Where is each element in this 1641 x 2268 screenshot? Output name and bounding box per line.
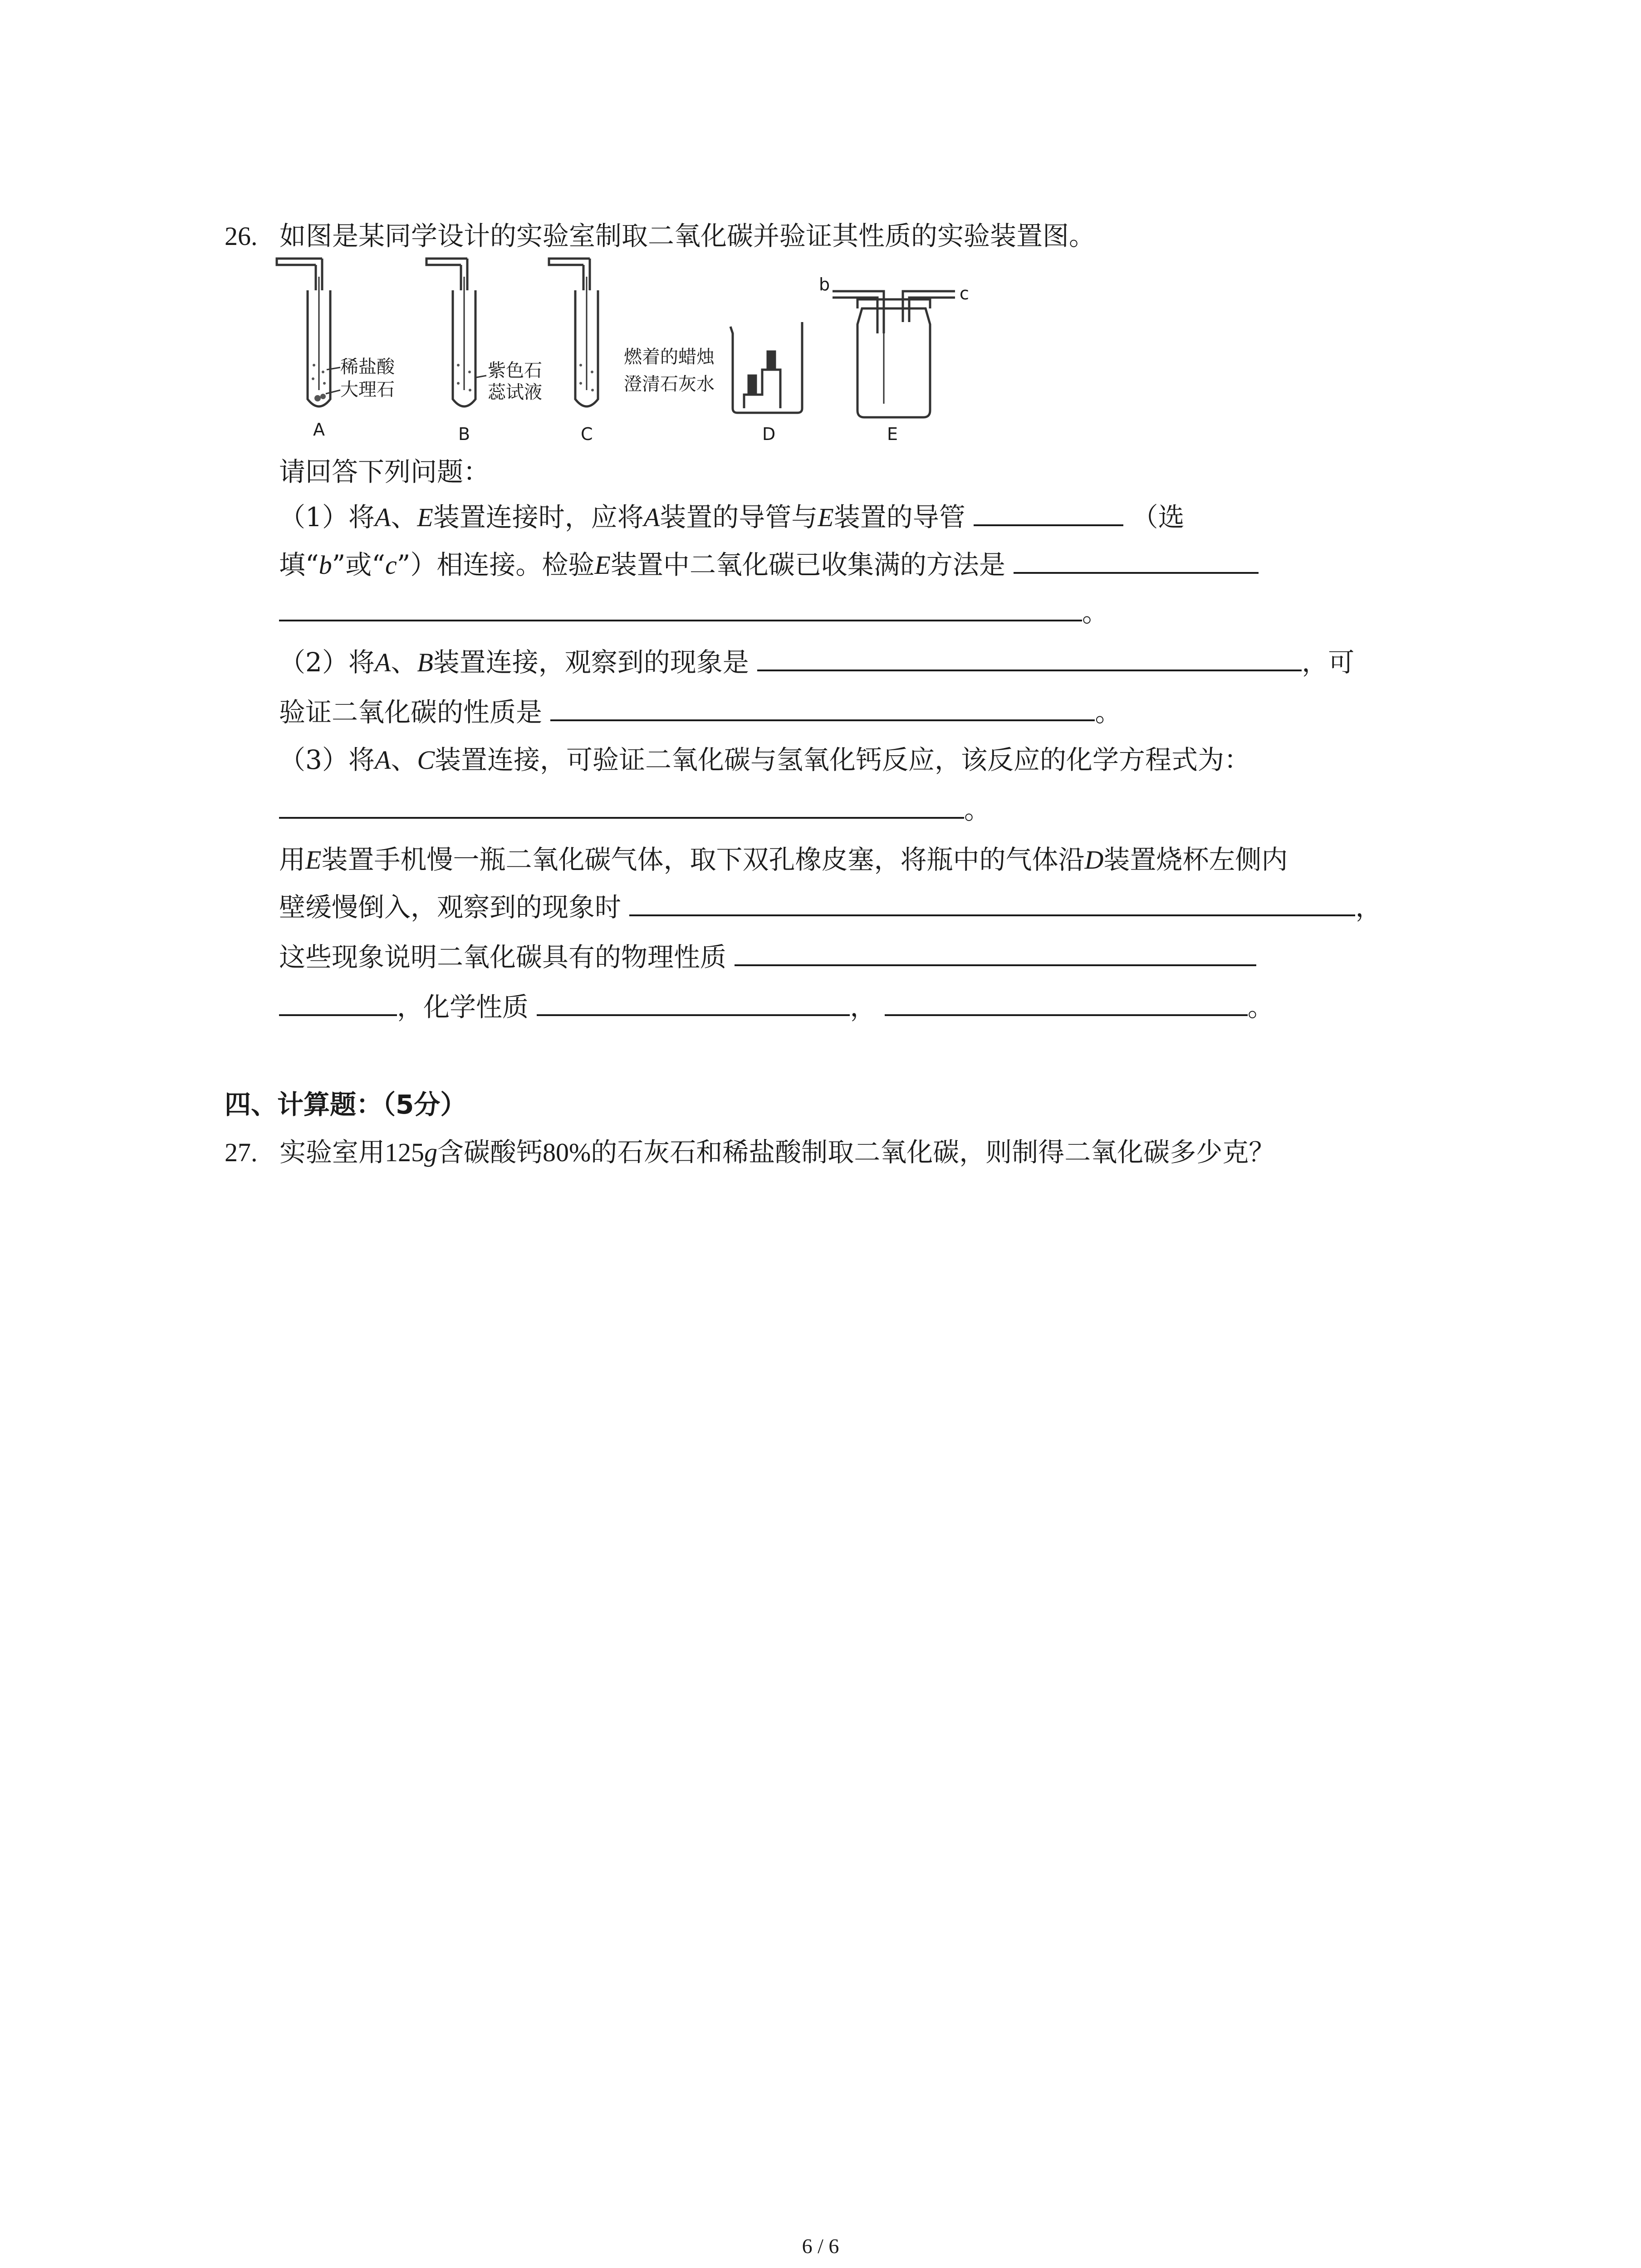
label-b: b: [819, 274, 830, 294]
text: D: [1084, 845, 1104, 875]
label-candle: 燃着的蜡烛: [624, 347, 715, 367]
text: C: [417, 745, 435, 775]
q27-number: 27.: [225, 1138, 258, 1167]
text: 装置烧杯左侧内: [1103, 844, 1288, 875]
label-C: C: [581, 424, 593, 444]
answer-blank-1[interactable]: [974, 499, 1123, 526]
label-marble: 大理石: [340, 379, 395, 400]
text: E: [818, 503, 834, 532]
label-litmus-1: 紫色石: [488, 360, 542, 381]
text: ，化学性质: [397, 992, 529, 1022]
text: 装置连接时，应将: [433, 502, 644, 533]
q27-mass: 125: [384, 1138, 424, 1167]
q26-part4-line1: [279, 841, 1288, 878]
text: 验证二氧化碳的性质是: [279, 697, 543, 728]
answer-blank-3[interactable]: [279, 594, 1082, 621]
beaker-d: [730, 322, 802, 413]
label-D: D: [762, 424, 776, 444]
q26-part1-line1: [279, 499, 1185, 536]
text: 装置的导管与: [660, 502, 818, 533]
page-number: 6 / 6: [802, 2234, 839, 2258]
text: A: [374, 503, 391, 532]
q26-stem-line: [225, 218, 1095, 254]
q27-percent: 80%: [542, 1138, 591, 1167]
q26-stem: 如图是某同学设计的实验室制取二氧化碳并验证其性质的实验装置图。: [279, 220, 1095, 251]
text: E: [594, 550, 611, 580]
q26-part2-line2: [279, 694, 1121, 730]
tube-c: [549, 259, 598, 406]
text: 壁缓慢倒入，观察到的现象时: [279, 892, 622, 923]
text: 的石灰石和稀盐酸制取二氧化碳，则制得二氧化碳多少克？: [591, 1137, 1275, 1168]
text: ，: [1355, 892, 1382, 923]
text: 实验室用: [279, 1137, 385, 1168]
label-limewater: 澄清石灰水: [624, 374, 715, 395]
q26-prompt-text: 请回答下列问题：: [279, 456, 490, 487]
section-4-title: [225, 1086, 466, 1123]
answer-blank-8[interactable]: [735, 939, 1256, 966]
apparatus-figure: [272, 254, 980, 454]
text: 。: [1247, 992, 1274, 1022]
text: 。: [964, 794, 991, 825]
text: c: [385, 550, 397, 580]
answer-blank-10[interactable]: [537, 989, 850, 1016]
text: 装置连接，观察到的现象是: [433, 647, 749, 678]
tube-b: [426, 259, 475, 406]
text: 用: [279, 844, 306, 875]
text: （3）将: [279, 744, 375, 775]
answer-blank-6[interactable]: [279, 792, 964, 819]
q26-part4-line4: [279, 989, 1274, 1025]
label-c: c: [960, 284, 969, 303]
text: 、: [391, 744, 417, 775]
text: 装置连接，可验证二氧化碳与氢氧化钙反应，该反应的化学方程式为：: [435, 744, 1251, 775]
q26-prompt: [279, 454, 490, 490]
text: b: [318, 550, 332, 580]
text: 。: [1095, 697, 1122, 728]
text: （选: [1132, 502, 1185, 533]
answer-blank-7[interactable]: [629, 889, 1355, 916]
q26-part1-line3: [279, 594, 1108, 631]
text: 。: [1082, 597, 1109, 628]
label-B: B: [458, 424, 470, 444]
section-4-title-text: 四、计算题：（5分）: [225, 1089, 467, 1120]
q26-part4-line3: [279, 939, 1256, 975]
text: ，: [850, 992, 877, 1022]
answer-blank-2[interactable]: [1014, 547, 1259, 574]
text: A: [374, 648, 391, 677]
text: A: [374, 745, 391, 775]
text: A: [643, 503, 660, 532]
answer-blank-4[interactable]: [757, 644, 1302, 671]
q26-part2-line1: [279, 644, 1354, 681]
tube-a: [277, 259, 330, 406]
text: ”或“: [332, 549, 385, 580]
text: 、: [391, 647, 417, 678]
text: 含碳酸钙: [437, 1137, 543, 1168]
q26-number: 26.: [225, 221, 258, 251]
text: 填“: [279, 549, 319, 580]
text: B: [417, 648, 433, 677]
text: 装置手机慢一瓶二氧化碳气体，取下双孔橡皮塞，将瓶中的气体沿: [321, 844, 1085, 875]
text: 这些现象说明二氧化碳具有的物理性质: [279, 942, 727, 973]
text: 、: [391, 502, 417, 533]
text: ”）相连接。检验: [397, 549, 595, 580]
q26-part4-line2: [279, 889, 1381, 925]
label-E: E: [887, 424, 898, 444]
q27-unit: g: [424, 1138, 437, 1167]
q26-part1-line2: [279, 547, 1259, 583]
answer-blank-11[interactable]: [885, 989, 1248, 1016]
text: E: [305, 845, 322, 875]
answer-blank-5[interactable]: [550, 694, 1095, 721]
label-hcl: 稀盐酸: [340, 357, 395, 377]
answer-blank-9[interactable]: [279, 989, 397, 1016]
text: （1）将: [279, 502, 375, 533]
text: 装置的导管: [833, 502, 965, 533]
q27-line: [225, 1134, 1275, 1171]
text: ，可: [1302, 647, 1355, 678]
text: 装置中二氧化碳已收集满的方法是: [610, 549, 1005, 580]
label-A: A: [313, 420, 325, 440]
bottle-e: [833, 291, 955, 417]
text: （2）将: [279, 647, 375, 678]
text: E: [417, 503, 433, 532]
label-litmus-2: 蕊试液: [488, 382, 542, 403]
q26-part3-line2: [279, 792, 990, 828]
q26-part3-line1: [279, 742, 1250, 778]
